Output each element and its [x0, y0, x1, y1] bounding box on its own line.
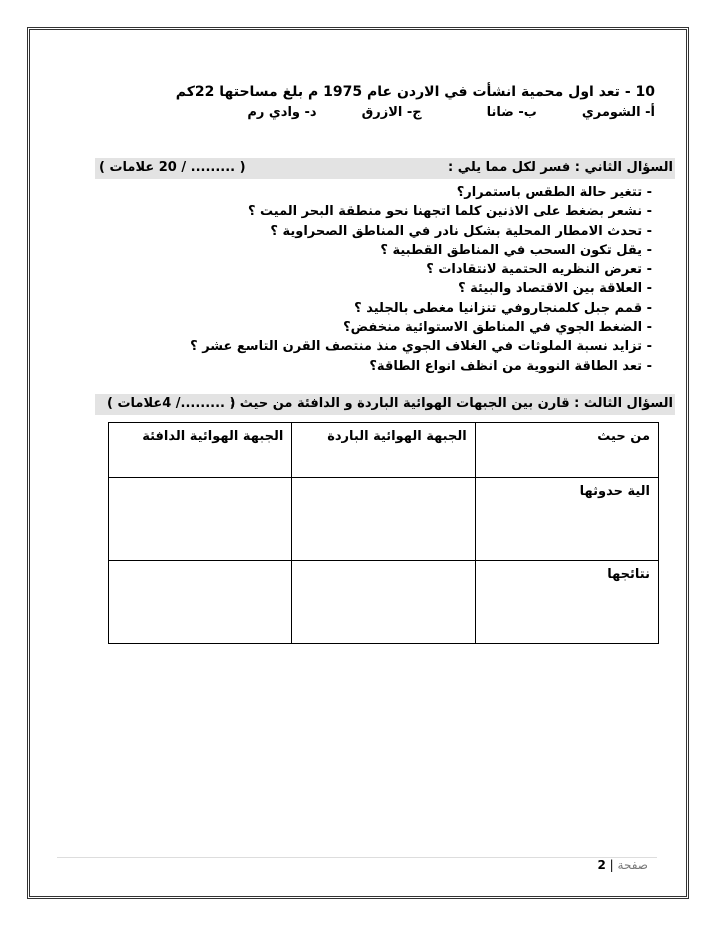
- question-3-title: السؤال الثالث : قارن بين الجبهات الهوائية الباردة و الدافئة من حيث :: [230, 396, 673, 411]
- option-d: د- وادي رم: [247, 105, 317, 120]
- list-item: - يقل تكون السحب في المناطق القطبية ؟: [380, 242, 652, 258]
- question-10-options: [247, 105, 655, 120]
- header-cell: الجبهة الهوائية الدافئة: [109, 423, 292, 478]
- list-item: - تعد الطاقة النووية من انظف انواع الطاقة؟: [369, 358, 652, 374]
- row-label: نتائجها: [475, 561, 658, 644]
- question-2-header: [95, 158, 675, 179]
- list-item: - تحدث الامطار المحلية بشكل نادر في المناطق الصحراوية ؟: [270, 223, 652, 239]
- answer-cell[interactable]: [292, 561, 475, 644]
- page-label: صفحة: [617, 858, 648, 872]
- table-header-row: [109, 423, 659, 478]
- question-3-header: [95, 394, 675, 415]
- question-2-list: [190, 183, 652, 376]
- header-cell: من حيث: [475, 423, 658, 478]
- list-item: - تزايد نسبة الملوثات في الغلاف الجوي منذ منتصف القرن التاسع عشر ؟: [190, 339, 652, 355]
- option-a: أ- الشومري: [581, 105, 655, 120]
- list-item: - الضغط الجوي في المناطق الاستوائية منخفض؟: [343, 320, 652, 336]
- list-item: - تتغير حالة الطقس باستمرار؟: [456, 185, 652, 200]
- list-item: - قمم جبل كلمنجاروفي تنزانيا مغطى بالجليد ؟: [354, 300, 652, 316]
- option-b: ب- ضانا: [486, 105, 537, 120]
- question-2-title: السؤال الثاني : فسر لكل مما يلي :: [448, 160, 673, 175]
- list-item: - تعرض النظريه الحتمية لانتقادات ؟: [426, 262, 652, 278]
- question-10: 10 - تعد اول محمية انشأت في الاردن عام 1975 م بلغ مساحتها 22كم: [175, 84, 655, 100]
- answer-cell[interactable]: [292, 478, 475, 561]
- list-item: - نشعر بضغط على الاذنين كلما اتجهنا نحو منطقة البحر الميت ؟: [247, 204, 652, 220]
- header-cell: الجبهة الهوائية الباردة: [292, 423, 475, 478]
- question-2-marks: ( ......... / 20 علامات ): [99, 160, 246, 175]
- list-item: - العلاقة بين الاقتصاد والبيئة ؟: [458, 281, 652, 297]
- row-label: الية حدوثها: [475, 478, 658, 561]
- page-number: 2: [597, 858, 606, 872]
- question-3-marks: ( ........./ 4علامات ): [107, 396, 236, 411]
- option-c: ج- الازرق: [361, 105, 422, 120]
- comparison-table: [108, 422, 659, 644]
- table-row: [109, 478, 659, 561]
- table-row: [109, 561, 659, 644]
- footer-divider: [57, 857, 657, 858]
- answer-cell[interactable]: [109, 478, 292, 561]
- page-footer: [597, 858, 648, 872]
- separator: |: [609, 858, 614, 872]
- answer-cell[interactable]: [109, 561, 292, 644]
